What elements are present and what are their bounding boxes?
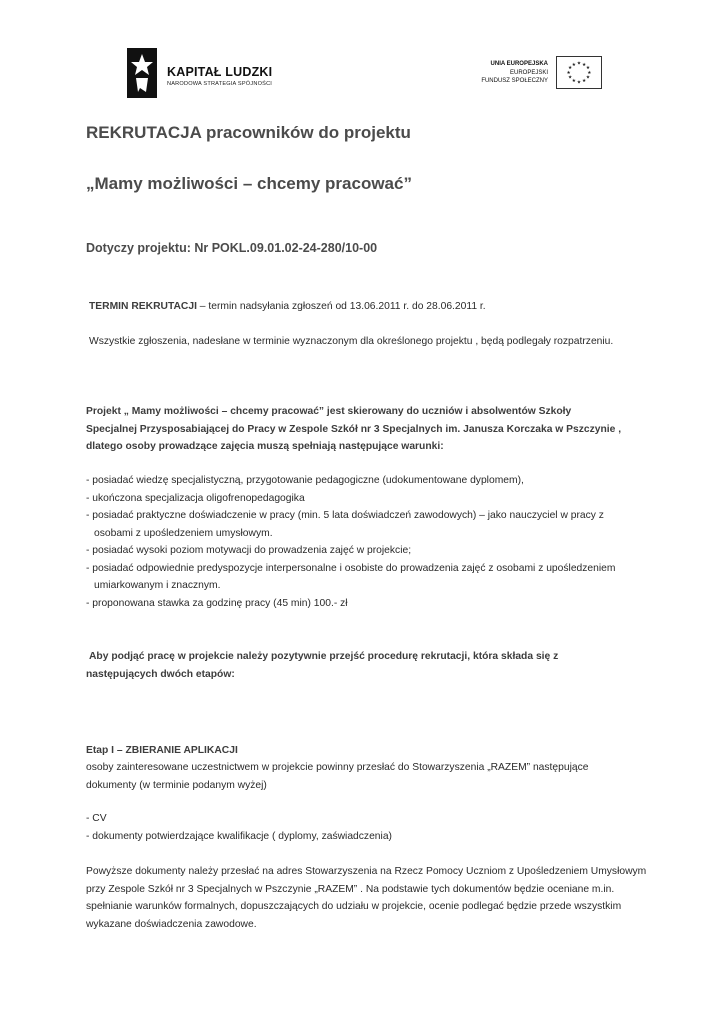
project-description bbox=[86, 403, 621, 456]
svg-text:★: ★ bbox=[585, 66, 591, 72]
eu-logo-text bbox=[481, 60, 548, 86]
final-paragraph bbox=[86, 863, 646, 933]
final-paragraph-line: wykazane doświadczenia zawodowe. bbox=[86, 918, 257, 930]
kapital-ludzki-emblem-icon bbox=[127, 48, 157, 98]
svg-text:★: ★ bbox=[576, 80, 582, 86]
project-name: „Mamy możliwości – chcemy pracować” bbox=[86, 174, 412, 193]
list-item: - posiadać wiedzę specjalistyczną, przygotowanie pedagogiczne (udokumentowane dyplomem), bbox=[86, 475, 524, 486]
eu-logo-line3: FUNDUSZ SPOŁECZNY bbox=[481, 78, 548, 84]
procedure-line: następujących dwóch etapów: bbox=[86, 668, 235, 680]
final-paragraph-line: spełnianie warunków formalnych, dopuszczających do udziału w projekcie, ocenie podlegać będzie przede wszystkim bbox=[86, 901, 622, 912]
recruitment-deadline bbox=[89, 298, 486, 316]
svg-text:★: ★ bbox=[566, 70, 571, 76]
stage-1-body-line: osoby zainteresowane uczestnictwem w projekcie powinny przesłać do Stowarzyszenia „RAZEM” następujące bbox=[86, 762, 589, 773]
procedure-line: Aby podjąć pracę w projekcie należy pozytywnie przejść procedurę rekrutacji, która składa się z bbox=[89, 651, 559, 662]
submission-note: Wszystkie zgłoszenia, nadesłane w terminie wyznaczonym dla określonego projektu , będą podlegały rozpatrzeniu. bbox=[89, 336, 614, 347]
project-description-line: Projekt „ Mamy możliwości – chcemy pracować” jest skierowany do uczniów i absolwentów Szkoły bbox=[86, 406, 572, 417]
svg-text:★: ★ bbox=[571, 78, 576, 84]
svg-text:★: ★ bbox=[585, 75, 591, 81]
stage-1-body bbox=[86, 759, 589, 794]
kapital-ludzki-subtitle: NARODOWA STRATEGIA SPÓJNOŚCI bbox=[167, 81, 273, 87]
final-paragraph-line: przy Zespole Szkół nr 3 Specjalnych w Pszczynie „RAZEM” . Na podstawie tych dokumentów będzie oceniane m.in. bbox=[86, 883, 615, 895]
recruitment-deadline-label: TERMIN REKRUTACJI bbox=[89, 301, 197, 312]
eu-logo-line1: UNIA EUROPEJSKA bbox=[490, 61, 548, 67]
list-item: - posiadać praktyczne doświadczenie w pracy (min. 5 lata doświadczeń zawodowych) – jako nauczyciel w pracy z bbox=[86, 510, 604, 521]
final-paragraph-line: Powyższe dokumenty należy przesłać na adres Stowarzyszenia na Rzecz Pomocy Uczniom z Upośledzeniem Umysłowym bbox=[86, 866, 647, 877]
project-description-line: Specjalnej Przysposabiającej do Pracy w Zespole Szkół nr 3 Specjalnych im. Janusza Korczaka w Pszczynie , bbox=[86, 423, 622, 435]
list-item: - CV bbox=[86, 813, 107, 824]
recruitment-deadline-text: – termin nadsyłania zgłoszeń od 13.06.2011 r. do 28.06.2011 r. bbox=[196, 301, 486, 312]
eu-flag-icon bbox=[556, 56, 602, 89]
list-item: - proponowana stawka za godzinę pracy (45 min) 100.- zł bbox=[86, 597, 348, 609]
eu-logo bbox=[462, 56, 602, 90]
svg-text:★: ★ bbox=[571, 62, 576, 68]
eu-logo-line2: EUROPEJSKI bbox=[509, 69, 548, 76]
svg-text:★: ★ bbox=[582, 78, 587, 84]
list-item: - posiadać odpowiednie predyspozycje interpersonalne i osobiste do prowadzenia zajęć z osobami z upośledzeniem bbox=[86, 562, 616, 574]
required-documents bbox=[86, 810, 392, 845]
kapital-ludzki-title: KAPITAŁ LUDZKI bbox=[167, 65, 273, 79]
list-item: - posiadać wysoki poziom motywacji do prowadzenia zajęć w projekcie; bbox=[86, 545, 412, 556]
procedure-intro bbox=[86, 648, 558, 683]
list-item: - dokumenty potwierdzające kwalifikacje ( dyplomy, zaświadczenia) bbox=[86, 830, 392, 842]
kapital-ludzki-logo bbox=[127, 48, 297, 98]
list-item: umiarkowanym i znacznym. bbox=[94, 580, 221, 591]
svg-text:★: ★ bbox=[582, 62, 587, 68]
project-description-line: dlatego osoby prowadzące zajęcia muszą spełniają następujące warunki: bbox=[86, 441, 444, 452]
project-reference: Dotyczy projektu: Nr POKL.09.01.02-24-280/10-00 bbox=[86, 241, 378, 255]
stage-1-title: Etap I – ZBIERANIE APLIKACJI bbox=[86, 745, 238, 756]
page-title: REKRUTACJA pracowników do projektu bbox=[86, 123, 411, 142]
svg-text:★: ★ bbox=[567, 75, 573, 81]
stage-1-body-line: dokumenty (w terminie podanym wyżej) bbox=[86, 779, 267, 791]
list-item: - ukończona specjalizacja oligofrenopedagogika bbox=[86, 492, 305, 504]
requirements-list bbox=[86, 472, 615, 612]
svg-text:★: ★ bbox=[567, 66, 573, 72]
list-item: osobami z upośledzeniem umysłowym. bbox=[94, 527, 273, 539]
svg-text:★: ★ bbox=[587, 70, 592, 76]
svg-text:★: ★ bbox=[576, 61, 582, 67]
